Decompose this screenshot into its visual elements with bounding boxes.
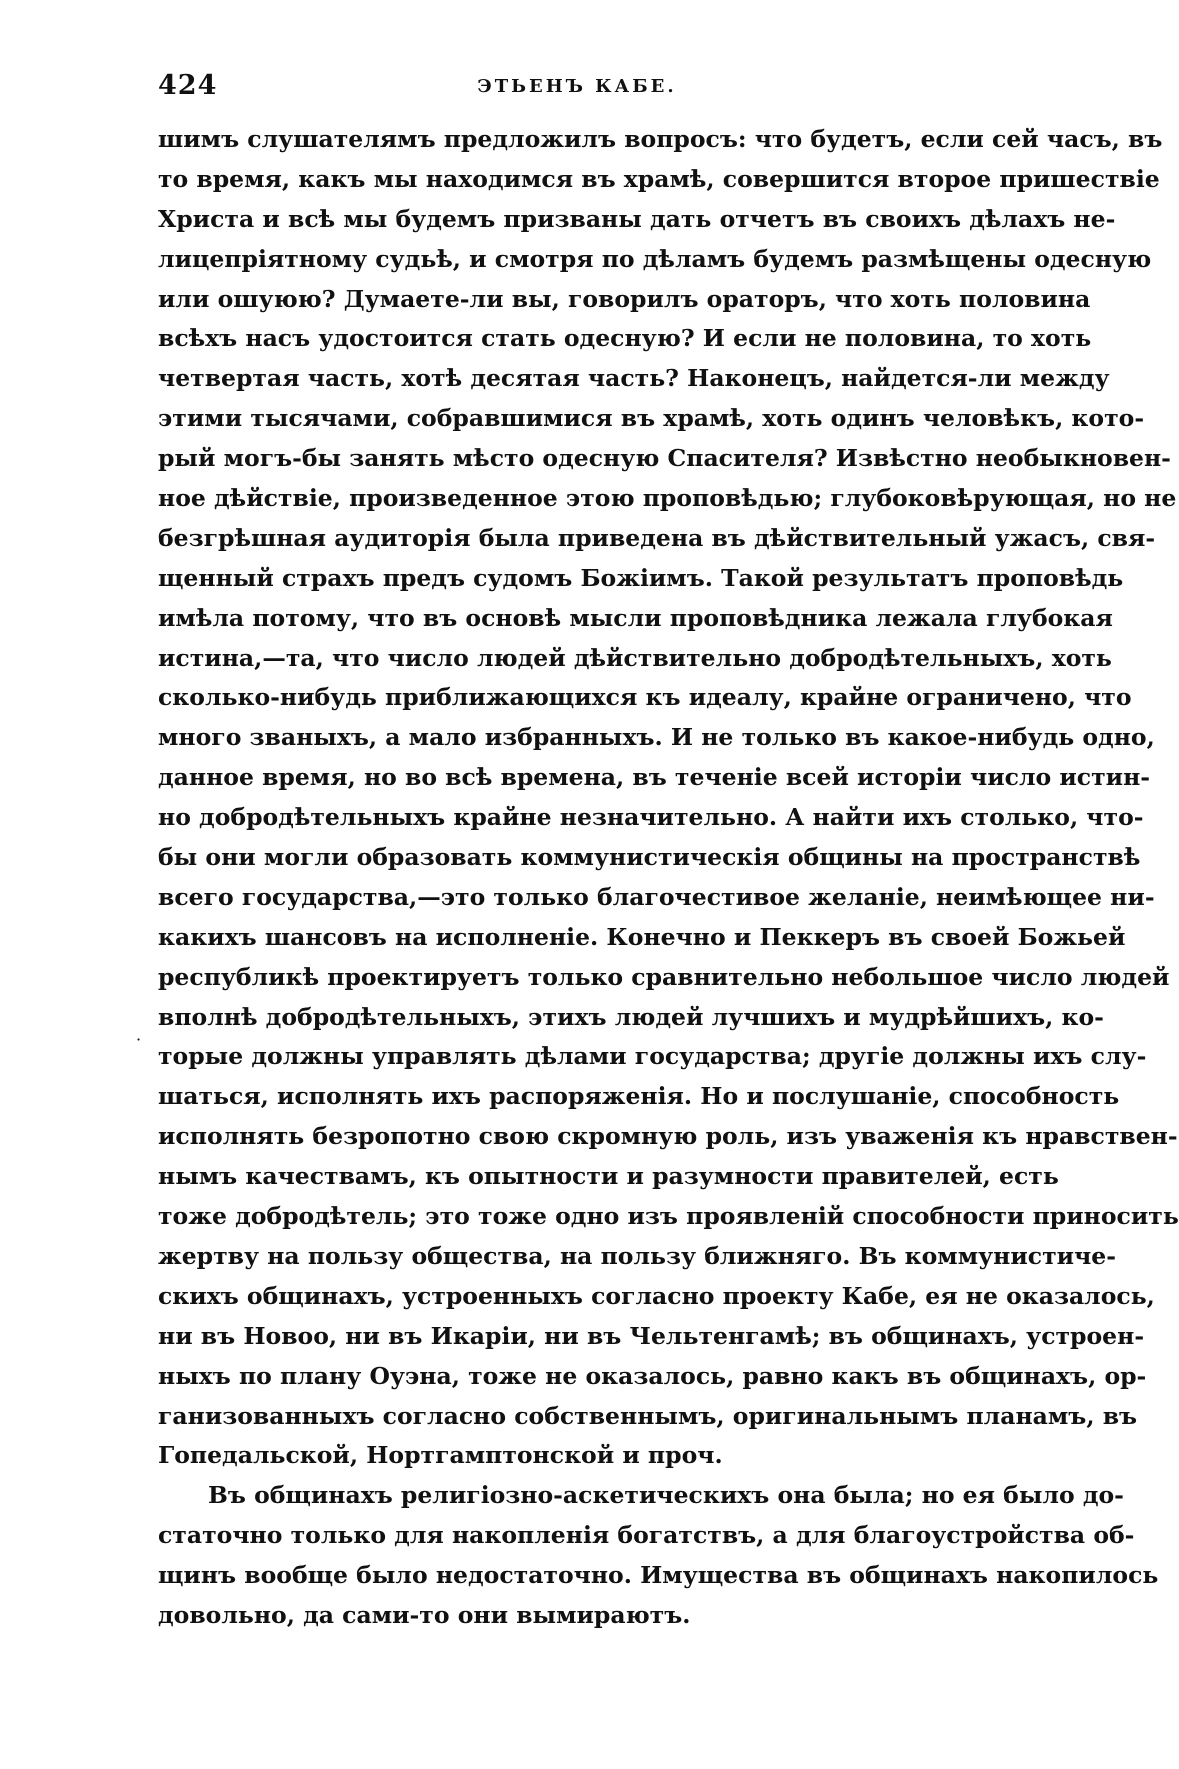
text-line: ганизованныхъ согласно собственнымъ, оригинальнымъ планамъ, въ [158, 1401, 1138, 1430]
text-line: торые должны управлять дѣлами государства; другіе должны ихъ слу- [158, 1042, 1147, 1071]
text-line: всѣхъ насъ удостоится стать одесную? И если не половина, то хоть [158, 324, 1092, 353]
page-number: 424 [158, 70, 218, 101]
text-line: скихъ общинахъ, устроенныхъ согласно проекту Кабе, ея не оказалось, [158, 1281, 1155, 1310]
text-line: ное дѣйствіе, произведенное этою проповѣдью; глубоковѣрующая, но не [158, 484, 1177, 513]
margin-mark: · [136, 1030, 142, 1049]
text-line: или ошуюю? Думаете-ли вы, говорилъ ораторъ, что хоть половина [158, 284, 1091, 313]
text-line: шаться, исполнять ихъ распоряженія. Но и послушаніе, способность [158, 1082, 1120, 1111]
text-line: жертву на пользу общества, на пользу ближняго. Въ коммунистиче- [158, 1241, 1117, 1270]
text-line: ни въ Новоо, ни въ Икаріи, ни въ Чельтенгамѣ; въ общинахъ, устроен- [158, 1321, 1145, 1350]
text-line: республикѣ проектируетъ только сравнительно небольшое число людей [158, 962, 1170, 991]
text-line: нымъ качествамъ, къ опытности и разумности правителей, есть [158, 1162, 1059, 1191]
paragraph [158, 120, 1179, 1476]
text-line: истина,—та, что число людей дѣйствительно добродѣтельныхъ, хоть [158, 643, 1112, 672]
text-line: но добродѣтельныхъ крайне незначительно. А найти ихъ столько, что- [158, 803, 1144, 832]
text-line: тоже добродѣтель; это тоже одно изъ проявленій способности приносить [158, 1202, 1179, 1231]
text-line: имѣла потому, что въ основѣ мысли проповѣдника лежала глубокая [158, 603, 1113, 632]
text-line: рый могъ-бы занять мѣсто одесную Спасителя? Извѣстно необыкновен- [158, 444, 1171, 473]
text-line: щинъ вообще было недостаточно. Имущества въ общинахъ накопилось [158, 1561, 1159, 1590]
text-line: ныхъ по плану Оуэна, тоже не оказалось, равно какъ въ общинахъ, ор- [158, 1361, 1147, 1390]
text-line: исполнять безропотно свою скромную роль, изъ уваженія къ нравствен- [158, 1122, 1178, 1151]
text-line: безгрѣшная аудиторія была приведена въ дѣйствительный ужасъ, свя- [158, 523, 1156, 552]
body-text [158, 120, 1179, 1636]
text-line: щенный страхъ предъ судомъ Божіимъ. Такой результатъ проповѣдь [158, 563, 1124, 592]
text-line: много званыхъ, а мало избранныхъ. И не только въ какое-нибудь одно, [158, 723, 1155, 752]
text-line: вполнѣ добродѣтельныхъ, этихъ людей лучшихъ и мудрѣйшихъ, ко- [158, 1002, 1104, 1031]
text-line: Въ общинахъ религіозно-аскетическихъ она была; но ея было до- [208, 1481, 1124, 1510]
text-line: Христа и всѣ мы будемъ призваны дать отчетъ въ своихъ дѣлахъ не- [158, 204, 1116, 233]
text-line: данное время, но во всѣ времена, въ теченіе всей исторіи число истин- [158, 763, 1151, 792]
text-line: то время, какъ мы находимся въ храмѣ, совершится второе пришествіе [158, 164, 1160, 193]
text-line: какихъ шансовъ на исполненіе. Конечно и Пеккеръ въ своей Божьей [158, 922, 1126, 951]
text-line: довольно, да сами-то они вымираютъ. [158, 1600, 691, 1629]
text-line: статочно только для накопленія богатствъ, а для благоустройства об- [158, 1521, 1135, 1550]
running-head: ЭТЬЕНЪ КАБЕ. [477, 76, 677, 97]
text-line: сколько-нибудь приближающихся къ идеалу, крайне ограничено, что [158, 683, 1132, 712]
text-line: Гопедальской, Нортгамптонской и проч. [158, 1441, 723, 1470]
page-header [158, 70, 996, 110]
text-line: четвертая часть, хотѣ десятая часть? Наконецъ, найдется-ли между [158, 364, 1110, 393]
text-line: этими тысячами, собравшимися въ храмѣ, хоть одинъ человѣкъ, кото- [158, 404, 1145, 433]
text-line: бы они могли образовать коммунистическія общины на пространствѣ [158, 843, 1141, 872]
text-line: лицепріятному судьѣ, и смотря по дѣламъ будемъ размѣщены одесную [158, 244, 1152, 273]
text-line: шимъ слушателямъ предложилъ вопросъ: что будетъ, если сей часъ, въ [158, 125, 1163, 153]
paragraph [158, 1476, 1159, 1636]
text-line: всего государства,—это только благочестивое желаніе, неимѣющее ни- [158, 882, 1155, 911]
